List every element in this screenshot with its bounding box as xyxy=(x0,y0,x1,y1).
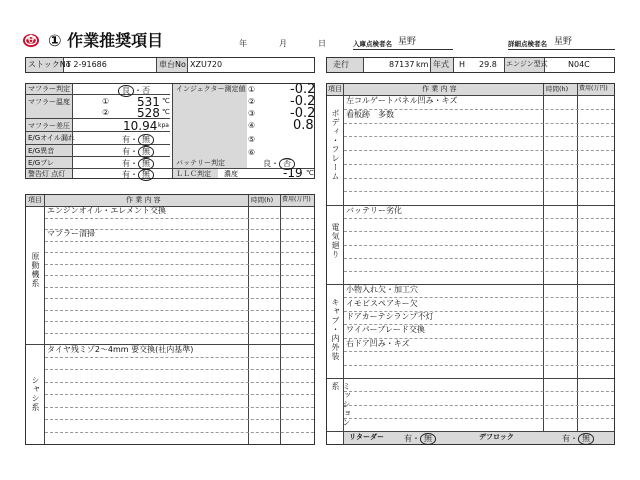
section-label: 電気廻り xyxy=(331,223,340,259)
battery-value: 良・ 否 xyxy=(263,158,295,170)
difflock-label: デフロック xyxy=(479,433,514,441)
work-entry: 小物入れ欠・加工穴 xyxy=(346,285,418,295)
table-row xyxy=(344,297,614,310)
work-entry: バッテリー劣化 xyxy=(346,206,402,216)
llc-label: ＬＬＣ判定 xyxy=(176,170,211,178)
mileage-box xyxy=(326,57,615,73)
muffler-temp-unit-2: ℃ xyxy=(162,108,170,116)
oil-leak-value: 有・ 無 xyxy=(122,134,154,146)
left-header-item: 項目 xyxy=(28,196,42,204)
table-row xyxy=(45,394,314,407)
stock-box xyxy=(25,57,315,73)
intake-underline xyxy=(353,49,453,50)
table-row xyxy=(45,241,314,253)
mileage-label: 走行 xyxy=(333,60,349,69)
work-entry: 左コルゲートパネル凹み・キズ xyxy=(346,96,458,106)
work-entry: タイヤ残ミゾ2～4mm 要交換(社内基準) xyxy=(47,344,194,354)
llc-value: -19 xyxy=(283,166,303,180)
table-row xyxy=(344,391,614,404)
warning-light-label: 警告灯 点灯 xyxy=(28,170,66,178)
battery-label: バッテリー判定 xyxy=(176,159,225,167)
work-entry: ワイパーブレード交換 xyxy=(346,325,425,335)
mileage-unit: km xyxy=(416,60,429,69)
intake-inspector-name: 星野 xyxy=(398,37,417,47)
table-row xyxy=(344,205,614,218)
chassis-label: 車台No xyxy=(159,60,186,69)
table-row xyxy=(344,324,614,337)
table-row xyxy=(344,150,614,164)
mileage-value: 87137 xyxy=(389,60,415,69)
injector-value-1: -0.2 xyxy=(290,82,316,97)
header xyxy=(20,30,620,52)
injector-value-4: 0.8 xyxy=(293,118,314,133)
llc-unit: ℃ xyxy=(306,169,314,177)
table-row xyxy=(45,357,314,370)
muffler-temp-value-2: 528 xyxy=(137,106,160,120)
no-selected: 無 xyxy=(138,146,154,158)
muffler-judge-label: マフラー判定 xyxy=(28,85,70,93)
left-section-chassis xyxy=(26,344,314,444)
injector-value-3: -0.2 xyxy=(290,106,316,121)
muffler-temp-value-1: 531 xyxy=(137,95,160,109)
engine-type-label: エンジン型式 xyxy=(506,60,548,68)
table-row xyxy=(45,218,314,230)
right-section-body xyxy=(327,95,614,205)
shake-value: 有・ 無 xyxy=(122,158,154,170)
month-label: 月 xyxy=(279,39,287,48)
work-entry: 看板跡 多数 xyxy=(346,110,394,120)
no-selected: 無 xyxy=(578,433,594,445)
left-header-cost: 費用(万円) xyxy=(282,196,311,203)
table-row xyxy=(45,432,314,445)
table-row xyxy=(344,136,614,150)
table-row xyxy=(344,418,614,431)
toyota-emblem-icon xyxy=(22,33,40,48)
injector-value-2: -0.2 xyxy=(290,94,316,109)
table-row xyxy=(344,218,614,231)
year-model-value: 29.8 xyxy=(479,60,497,69)
left-header-time: 時間(h) xyxy=(251,196,274,204)
no-selected: 無 xyxy=(138,134,154,146)
right-header-cost: 費用(万円) xyxy=(579,85,608,92)
detail-inspector-name: 星野 xyxy=(554,37,573,47)
table-row xyxy=(344,245,614,258)
table-row xyxy=(344,271,614,284)
right-header-time: 時間(h) xyxy=(546,85,569,93)
chassis-value: XZU720 xyxy=(190,60,223,69)
engine-type-value: N04C xyxy=(568,60,590,69)
injector-num-1: ① xyxy=(248,85,256,94)
warning-light-value: 有・ 無 xyxy=(122,169,154,181)
right-footer xyxy=(344,432,614,444)
table-row xyxy=(344,164,614,178)
good-selected: 良 xyxy=(118,85,134,97)
no-selected: 無 xyxy=(138,158,154,170)
table-row xyxy=(344,351,614,364)
left-section-engine xyxy=(26,206,314,344)
right-section-electric xyxy=(327,205,614,284)
table-row xyxy=(344,405,614,418)
work-entry: イモビスペアキー欠 xyxy=(346,298,418,308)
section-label: ボディ・フレーム xyxy=(331,109,340,181)
section-label: キャブ・内外装 xyxy=(331,298,340,361)
injector-num-6: ⑥ xyxy=(248,148,256,157)
muffler-diff-value: 10.94 xyxy=(123,119,158,133)
table-row xyxy=(344,378,614,391)
year-model-label: 年式 xyxy=(433,60,449,69)
injector-num-3: ③ xyxy=(248,109,256,118)
table-row xyxy=(344,178,614,192)
table-row xyxy=(45,298,314,310)
table-row xyxy=(344,311,614,324)
intake-inspector-label: 入庫点検者名 xyxy=(353,40,392,48)
table-row xyxy=(45,252,314,264)
table-row xyxy=(344,123,614,137)
injector-num-5: ⑤ xyxy=(248,135,256,144)
muffler-temp-num-1: ① xyxy=(102,97,110,106)
day-label: 日 xyxy=(318,39,326,48)
detail-underline xyxy=(508,49,615,50)
muffler-diff-label: マフラー差圧 xyxy=(28,122,70,130)
stock-label: ストックNo xyxy=(28,60,71,69)
shake-label: E/Gブレ xyxy=(28,159,54,167)
table-row xyxy=(45,206,314,218)
right-section-transmission xyxy=(327,378,614,431)
section-label: ミッション系 xyxy=(331,382,351,427)
era-value: H xyxy=(459,60,466,69)
work-entry: エンジンオイル・エレメント交換 xyxy=(47,206,166,216)
work-entry: 右ドア凹み・キズ xyxy=(346,338,410,348)
injector-num-4: ④ xyxy=(248,121,256,130)
detail-inspector-label: 詳細点検者名 xyxy=(508,40,547,48)
muffler-diff-unit: kpa xyxy=(158,122,169,129)
muffler-judge-value: 良 ・否 xyxy=(118,85,150,97)
table-row xyxy=(45,369,314,382)
table-row xyxy=(344,95,614,109)
table-row xyxy=(45,264,314,276)
section-label: 原動機系 xyxy=(31,252,40,288)
table-row xyxy=(344,231,614,244)
difflock-value: 有・ 無 xyxy=(562,433,594,445)
retarder-value: 有・ 無 xyxy=(404,433,436,445)
stock-value: T 2-91686 xyxy=(66,60,107,69)
injector-label: インジェクター測定値 xyxy=(176,85,246,93)
table-row xyxy=(344,338,614,351)
table-row xyxy=(344,258,614,271)
muffler-temp-num-2: ② xyxy=(102,108,110,117)
table-row xyxy=(45,287,314,299)
table-row xyxy=(45,344,314,357)
work-entry: ドアカーテシランプ不灯 xyxy=(346,312,434,322)
table-row xyxy=(45,229,314,241)
right-work-table xyxy=(326,83,615,445)
llc-conc-label: 濃度 xyxy=(224,170,238,178)
table-row xyxy=(45,407,314,420)
noise-value: 有・ 無 xyxy=(122,146,154,158)
section-label: シャシ系 xyxy=(31,376,40,412)
no-selected: 無 xyxy=(420,433,436,445)
page-title: ① 作業推奨項目 xyxy=(48,31,164,50)
table-row xyxy=(344,284,614,297)
table-row xyxy=(45,321,314,333)
left-work-table xyxy=(25,194,315,445)
table-row xyxy=(344,365,614,378)
inspection-box xyxy=(25,83,315,179)
right-section-cab xyxy=(327,284,614,378)
table-row xyxy=(45,333,314,345)
right-header-item: 項目 xyxy=(328,85,342,93)
muffler-temp-unit-1: ℃ xyxy=(162,97,170,105)
work-entry: マフラー清掃 xyxy=(47,229,95,239)
table-row xyxy=(45,275,314,287)
table-row xyxy=(45,310,314,322)
oil-leak-label: E/Gオイル漏れ xyxy=(28,134,75,142)
muffler-temp-label: マフラー温度 xyxy=(28,98,70,106)
retarder-label: リターダー xyxy=(349,433,384,441)
bad-selected: 否 xyxy=(279,158,295,170)
injector-num-2: ② xyxy=(248,97,256,106)
right-header-content: 作 業 内 容 xyxy=(422,85,457,93)
noise-label: E/G異音 xyxy=(28,147,55,155)
table-row xyxy=(344,109,614,123)
table-row xyxy=(344,191,614,205)
year-label: 年 xyxy=(239,39,247,48)
table-row xyxy=(45,419,314,432)
left-header-content: 作 業 内 容 xyxy=(126,196,161,204)
table-row xyxy=(45,382,314,395)
no-selected: 無 xyxy=(138,169,154,181)
